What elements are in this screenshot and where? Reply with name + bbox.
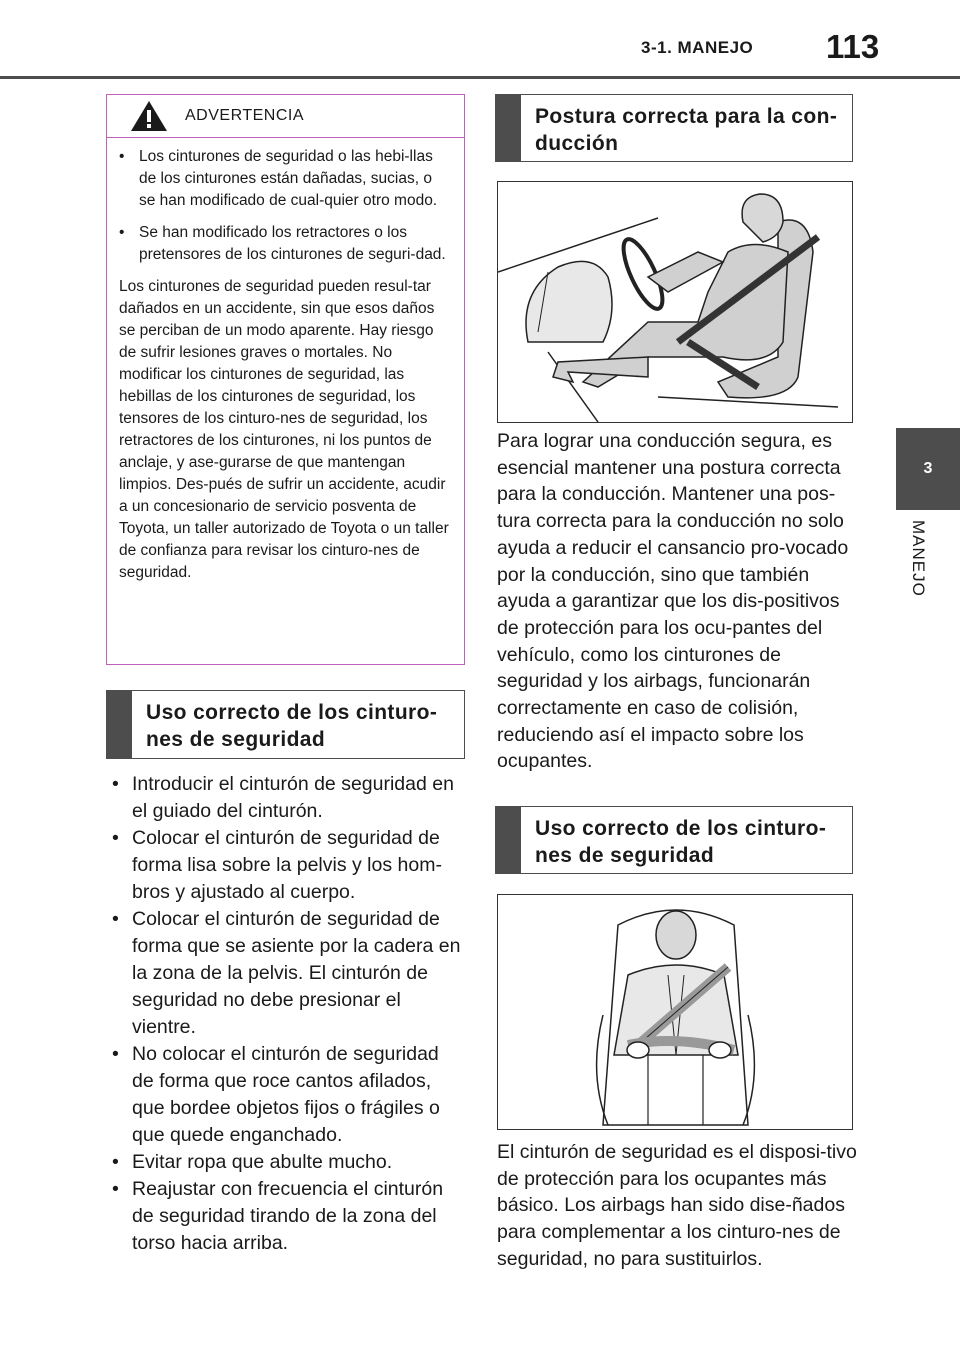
chapter-label: MANEJO [909,520,928,597]
warning-bullet: • Se han modificado los retractores o los pretensores de los cinturones de seguri-dad. [119,222,450,266]
section-heading-belt-use-right [495,806,853,874]
header-divider [0,76,960,79]
warning-box [106,94,465,665]
list-item: • No colocar el cinturón de seguridad de forma que roce cantos afilados, que bordee objetos fijos o frágiles o que quede enganchado. [112,1043,440,1146]
section-heading-text: Postura correcta para la con-ducción [535,105,838,155]
section-heading-text: Uso correcto de los cinturo-nes de seguridad [146,701,438,751]
warning-header [107,95,464,138]
section-title: 3-1. MANEJO [641,38,754,57]
list-item: • Introducir el cinturón de seguridad en el guiado del cinturón. [112,773,454,822]
seatbelt-front-illustration [497,894,853,1130]
list-item: • Colocar el cinturón de seguridad de forma que se asiente por la cadera en la zona de la pelvis. El cinturón de seguridad no debe presionar el vientre. [112,908,461,1038]
section-heading-belt-use [106,690,465,759]
belt-use-list [112,771,464,1257]
belt-paragraph: El cinturón de seguridad es el disposi-tivo de protección para los ocupantes más básico. Los airbags han sido dise-ñados para complementar a los cinturo-nes de seguridad, no para sustituirlos. [497,1141,857,1270]
chapter-number: 3 [923,460,933,477]
warning-triangle-icon [129,99,169,133]
section-heading-text: Uso correcto de los cinturo-nes de seguridad [535,817,827,867]
section-heading-posture [495,94,853,162]
warning-bullet-text: Los cinturones de seguridad o las hebi-llas de los cinturones están dañadas, sucias, o se han modificado de cual-quier otro modo. [139,148,438,209]
chapter-tab[interactable] [896,428,960,510]
list-item: • Reajustar con frecuencia el cinturón de seguridad tirando de la zona del torso hacia arriba. [112,1178,444,1254]
warning-paragraph: Los cinturones de seguridad pueden resul-tar dañados en un accidente, sin que esos daños se perciban de un modo aparente. Hay riesgo de sufrir lesiones graves o mortales. No modificar los cinturones de seguridad, las hebillas de los cinturones de seguridad, los tensores de los cinturo-nes de seguridad, los retractores de los cinturones, ni los puntos de anclaje, y ase-gurarse de que mantengan limpios. Des-pués de sufrir un accidente, acudir a un concesionario de servicio posventa de Toyota, un taller autorizado de Toyota o un taller de confianza para revisar los cinturo-nes de seguridad. [119,278,449,581]
warning-title: ADVERTENCIA [185,107,305,124]
driving-posture-illustration [497,181,853,423]
warning-body [107,138,464,584]
page-number: 113 [826,28,880,65]
list-item: • Colocar el cinturón de seguridad de forma lisa sobre la pelvis y los hom-bros y ajustado al cuerpo. [112,827,442,903]
posture-paragraph: Para lograr una conducción segura, es esencial mantener una postura correcta para la conducción. Mantener una pos-tura correcta para la conducción no solo ayuda a reducir el cansancio pro-vocado por la conducción, sino que también ayuda a garantizar que los dis-positivos de protección para los ocu-pantes del vehículo, como los cinturones de seguridad y los airbags, funcionarán correctamente en caso de colisión, reduciendo así el impacto sobre los ocupantes. [497,430,849,773]
warning-bullet: • Los cinturones de seguridad o las hebi-llas de los cinturones están dañadas, sucias, o se han modificado de cual-quier otro modo. [119,146,450,212]
list-item: • Evitar ropa que abulte mucho. [112,1151,393,1173]
warning-bullet-text: Se han modificado los retractores o los pretensores de los cinturones de seguri-dad. [139,224,446,263]
